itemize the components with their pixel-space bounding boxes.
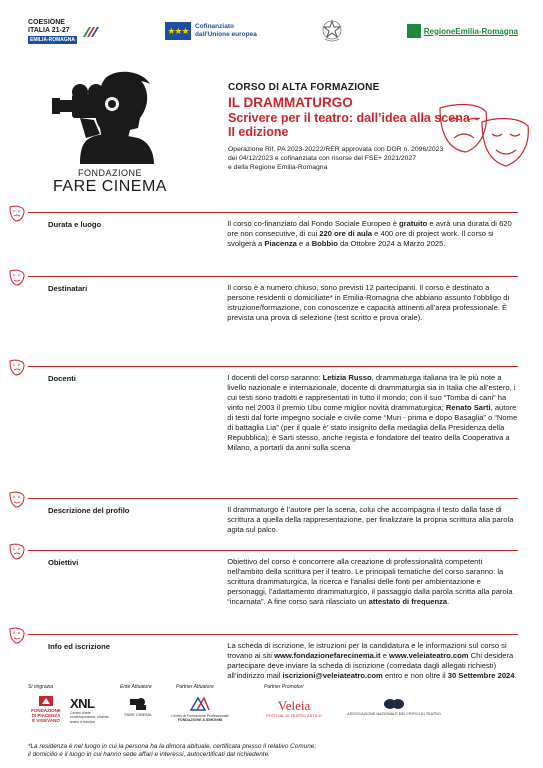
section-label: Info ed iscrizione [48, 642, 111, 651]
section-docenti [28, 366, 518, 498]
section-durata [28, 212, 518, 276]
mask-icon [6, 357, 28, 379]
section-label: Durata e luogo [48, 220, 102, 229]
section-label: Descrizione del profilo [48, 506, 130, 515]
course-kicker: CORSO DI ALTA FORMAZIONE [228, 82, 380, 93]
fondazione-piacenza-icon [39, 696, 53, 706]
xnl-logo: XNL Centro d'arte contemporanea, cinema, teatro e musica [70, 696, 110, 724]
section-text: I docenti del corso saranno: Letizia Russo, drammaturga italiana tra le più note a livello nazionale e internazionale, docente di drammaturgia sia in Italia che all’estero, i cui testi sono tradotti e rappresentati in tutto il mondo; con il suo “Tomba di cani” ha vinto nel 2003 il premio Ubu come miglior novità drammaturgica; Renato Sarti, autore di testi dal forte impegno sociale e civile come “Muri - prima e dopo Basaglia” o “Nome di battaglia Lia” (per il quale è’ stato insignito della medaglia della Presidenza della Repubblica); è Sarti stesso, anche regista e fondatore del teatro della Cooperativa a Milano, a portarli da anni sulla scena [227, 373, 518, 452]
mask-icon [6, 541, 28, 563]
fondazione-simonini-logo: Centro di Formazione Professionale FONDAZIONE A.SIMONINI [168, 696, 232, 723]
veleia-logo: Veleia FESTIVAL DI TEATRO ANTICO [266, 698, 322, 718]
cinema-operator-silhouette-icon [50, 68, 170, 166]
course-subtitle [228, 111, 528, 139]
section-obiettivi [28, 550, 518, 634]
section-text: Il corso è a numero chiuso, sono previsti 12 partecipanti. Il corso è destinato a persone residenti o domiciliate* in Emilia-Romagna che abbiano assunto l’obbligo di istruzione/formazione, con conoscenze e capacità attinenti all’area professionale. È prevista una prova di selezione (test scritto e prova orale). [227, 283, 510, 322]
course-info-sections [28, 212, 518, 696]
coesione-region: EMILIA-ROMAGNA [30, 36, 75, 43]
website-veleia-link[interactable]: www.veleiateatro.com [389, 651, 469, 660]
website-fare-cinema-link[interactable]: www.fondazionefarecinema.it [274, 651, 381, 660]
partners-footer [28, 684, 518, 744]
op-line2: del 04/12/2023 e cofinanziata con risorse del FSE+ 2021/2027 [228, 155, 416, 162]
footnote [28, 743, 518, 759]
course-header [228, 82, 528, 172]
top-logo-bar [28, 12, 518, 50]
mask-icon [6, 203, 28, 225]
italian-republic-emblem-icon [321, 19, 343, 43]
footer-label-ente: Ente Attuatore [120, 684, 152, 690]
section-text: Il drammaturgo è l’autore per la scena, colui che accompagna il testo dalla fase di scrittura a quella della rappresentazione, per finalizzare la propria scrittura alla parola agita sul palco. [227, 505, 514, 534]
rer-square-icon [407, 24, 421, 38]
op-line1: Operazione Rif. PA 2023-20222/RER approvata con DGR n. 2096/2023 [228, 146, 444, 153]
fare-cinema-small-logo: FARE CINEMA [120, 696, 156, 717]
brand-line1: FONDAZIONE [77, 168, 142, 178]
footnote-line2: il domicilio è il luogo in cui hanno sede affari e interessi, autocertificati dal richiedente. [28, 751, 270, 758]
eu-cofinanziato-logo [165, 22, 257, 40]
section-destinatari [28, 276, 518, 366]
eu-flag-icon: ★★★ [165, 22, 191, 40]
simonini-icon [189, 696, 211, 712]
section-label: Obiettivi [48, 558, 79, 567]
coesione-arrow-icon [81, 23, 101, 39]
email-link[interactable]: iscrizioni@veleiateatro.com [282, 671, 383, 680]
course-subtitle-line1: Scrivere per il teatro: dall’idea alla scena – [228, 111, 481, 125]
fondazione-fare-cinema-brand [30, 68, 190, 208]
footer-label-partner-promotori: Partner Promotori [264, 684, 304, 690]
mask-icon [6, 625, 28, 647]
mask-icon [6, 267, 28, 289]
op-line3: e della Regione Emilia-Romagna [228, 164, 328, 171]
footer-label-partner-attuatore: Partner Attuatore [176, 684, 214, 690]
brand-line2: FARE CINEMA [53, 178, 167, 195]
footer-label-thanks: Si ringrazia [28, 684, 54, 690]
section-text: Obiettivo del corso è concorrere alla creazione di professionalità competenti nell’ambito della scrittura per il teatro. Le principali tematiche del corso saranno: la scrittura drammaturgica, la ricerca e l’analisi delle fonti per ambientazione e personaggi, l’adattamento drammaturgico, il passaggio dalla parola scritta alla parola “incarnata”. A fine corso sarà rilasciato un attestato di frequenza. [227, 557, 513, 606]
course-subtitle-line2: II edizione [228, 125, 289, 139]
rer-text: RegioneEmilia-Romagna [423, 26, 518, 36]
section-text: Il corso co-finanziato dal Fondo Sociale Europeo è gratuito e avrà una durata di 620 ore non consecutive, di cui 220 ore di aula e 400 ore di project work. Il corso si svolgerà a Piacenza e a Bobbio da Ottobre 2024 a Marzo 2025. [227, 219, 512, 248]
coesione-line1: COESIONE [28, 18, 65, 26]
section-text: La scheda di iscrizione, le istruzioni per la candidatura e le informazioni sul corso si trovano ai siti www.fondazionefarecinema.it e www.veleiateatro.com Chi desidera partecipare deve inviare la scheda di iscrizione (corredata dagli allegati richiesti) all’indirizzo mail iscrizioni@veleiateatro.com entro e non oltre il 30 Settembre 2024. [227, 641, 517, 680]
coesione-line2: ITALIA 21-27 [28, 26, 70, 34]
ancta-logo: ASSOCIAZIONE NAZIONALE DEI CRITICI DI TEATRO [346, 698, 442, 716]
section-profilo [28, 498, 518, 550]
regione-emilia-romagna-logo [407, 24, 518, 38]
section-label: Destinatari [48, 284, 88, 293]
section-label: Docenti [48, 374, 76, 383]
fondazione-piacenza-logo: FONDAZIONE DI PIACENZA E VIGEVANO [28, 696, 64, 723]
coesione-italia-logo [28, 19, 101, 44]
operation-reference [228, 145, 528, 172]
course-title: IL DRAMMATURGO [228, 95, 353, 110]
fare-cinema-small-icon [128, 696, 148, 710]
mask-icon [6, 489, 28, 511]
eu-line1: Cofinanziato [194, 23, 234, 30]
eu-line2: dall'Unione europea [194, 31, 257, 38]
footnote-line1: *La residenza è nel luogo in cui la persona ha la dimora abituale, certificata presso il relativo Comune; [28, 743, 317, 750]
ancta-icon [383, 698, 405, 710]
